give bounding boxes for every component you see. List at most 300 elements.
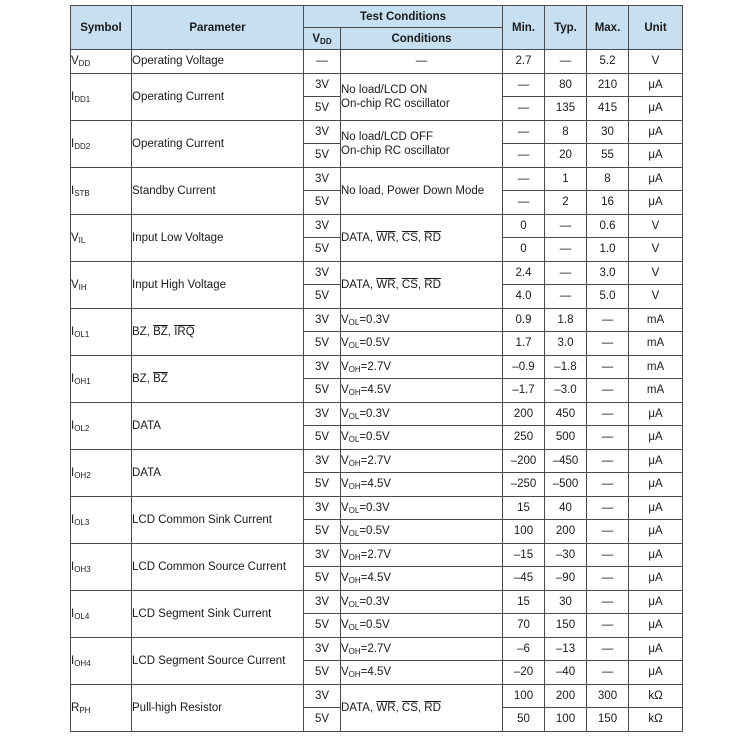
max-cell: — (587, 661, 629, 685)
vdd-cell: 3V (304, 590, 341, 614)
parameter-cell: LCD Common Sink Current (132, 496, 304, 543)
conditions-cell (341, 590, 503, 614)
min-cell: 50 (503, 708, 545, 732)
vdd-cell: 5V (304, 238, 341, 262)
symbol-cell (71, 496, 132, 543)
symbol-main: I (71, 325, 75, 338)
typ-cell: 1 (545, 167, 587, 191)
table-row (71, 167, 683, 191)
symbol-main: I (71, 560, 75, 573)
vdd-cell: 3V (304, 73, 341, 97)
signal-wr: $\overline{WR}$ (376, 278, 396, 291)
typ-cell: –13 (545, 637, 587, 661)
condition-var: V (341, 642, 349, 655)
symbol-cell (71, 167, 132, 214)
condition-var: V (341, 407, 349, 420)
typ-cell: — (545, 285, 587, 309)
condition-subscript: OL (348, 505, 360, 515)
unit-cell: V (629, 261, 683, 285)
symbol-main: V (71, 55, 79, 68)
max-cell: 0.6 (587, 214, 629, 238)
vdd-cell: 5V (304, 661, 341, 685)
typ-cell: 20 (545, 144, 587, 168)
signal-rd: $\overline{RD}$ (424, 278, 441, 291)
symbol-subscript: DD (78, 59, 91, 69)
conditions-cell (341, 355, 503, 379)
condition-var: V (341, 595, 349, 608)
unit-cell: μA (629, 567, 683, 591)
symbol-subscript: OH1 (74, 376, 91, 386)
condition-value: =0.3V (359, 407, 390, 420)
unit-cell: μA (629, 426, 683, 450)
table-row (71, 637, 683, 661)
condition-var: V (341, 666, 349, 679)
condition-var: V (341, 548, 349, 561)
typ-cell: — (545, 238, 587, 262)
vdd-cell: 5V (304, 614, 341, 638)
parameter-cell: DATA (132, 449, 304, 496)
vdd-cell: 3V (304, 496, 341, 520)
table-row (71, 50, 683, 74)
min-cell: –45 (503, 567, 545, 591)
min-cell: –15 (503, 543, 545, 567)
header-parameter: Parameter (132, 6, 304, 50)
unit-cell: μA (629, 97, 683, 121)
table-row (71, 496, 683, 520)
typ-cell: 30 (545, 590, 587, 614)
max-cell: 30 (587, 120, 629, 144)
conditions-cell (341, 167, 503, 214)
symbol-main: R (71, 701, 80, 714)
conditions-cell (341, 637, 503, 661)
typ-cell: 100 (545, 708, 587, 732)
unit-cell: V (629, 285, 683, 309)
symbol-main: I (71, 137, 75, 150)
table-row (71, 214, 683, 238)
typ-cell: 40 (545, 496, 587, 520)
typ-cell: –40 (545, 661, 587, 685)
parameter-part: $\overline{BZ}$ (153, 372, 168, 385)
condition-value: =4.5V (360, 572, 392, 585)
unit-cell: μA (629, 661, 683, 685)
vdd-cell: 3V (304, 167, 341, 191)
typ-cell: 3.0 (545, 332, 587, 356)
condition-value: =0.3V (359, 595, 390, 608)
symbol-cell (71, 50, 132, 74)
condition-var: V (341, 431, 349, 444)
unit-cell: V (629, 238, 683, 262)
vdd-cell: 5V (304, 332, 341, 356)
unit-cell: μA (629, 543, 683, 567)
table-row (71, 684, 683, 708)
table-row (71, 449, 683, 473)
max-cell: 1.0 (587, 238, 629, 262)
typ-cell: 2 (545, 191, 587, 215)
condition-subscript: OH (348, 458, 361, 468)
header-test-conditions: Test Conditions (304, 6, 503, 28)
conditions-cell (341, 379, 503, 403)
condition-value: =0.3V (359, 313, 390, 326)
max-cell: — (587, 567, 629, 591)
symbol-subscript: OH4 (74, 658, 91, 668)
vdd-cell: 3V (304, 684, 341, 708)
table-row (71, 355, 683, 379)
header-typ: Typ. (545, 6, 587, 50)
typ-cell: 1.8 (545, 308, 587, 332)
unit-cell: μA (629, 449, 683, 473)
symbol-subscript: OH3 (74, 564, 91, 574)
condition-var: V (341, 525, 349, 538)
typ-cell: — (545, 261, 587, 285)
unit-cell: μA (629, 167, 683, 191)
condition-var: V (341, 384, 349, 397)
min-cell: 200 (503, 402, 545, 426)
condition-var: V (341, 478, 349, 491)
condition-var: V (341, 337, 349, 350)
table-row (71, 120, 683, 144)
typ-cell: –30 (545, 543, 587, 567)
header-unit: Unit (629, 6, 683, 50)
symbol-subscript: OL3 (74, 517, 90, 527)
parameter-cell: LCD Segment Sink Current (132, 590, 304, 637)
conditions-cell (341, 308, 503, 332)
unit-cell: mA (629, 379, 683, 403)
typ-cell: –450 (545, 449, 587, 473)
symbol-main: V (71, 231, 79, 244)
typ-cell: — (545, 50, 587, 74)
min-cell: 0.9 (503, 308, 545, 332)
max-cell: 415 (587, 97, 629, 121)
parameter-cell: Operating Voltage (132, 50, 304, 74)
symbol-cell (71, 73, 132, 120)
symbol-main: I (71, 419, 75, 432)
symbol-main: I (71, 513, 75, 526)
condition-value: =2.7V (360, 360, 392, 373)
condition-var: V (341, 501, 349, 514)
min-cell: — (503, 73, 545, 97)
typ-cell: 80 (545, 73, 587, 97)
signal-cs: $\overline{CS}$ (401, 231, 418, 244)
min-cell: –200 (503, 449, 545, 473)
symbol-subscript: DD2 (74, 141, 91, 151)
symbol-cell (71, 684, 132, 731)
conditions-cell (341, 426, 503, 450)
conditions-cell: DATA, $\overline{WR}$, $\overline{CS}$, $\overline{RD}$ (341, 684, 503, 731)
signal-data: DATA (341, 231, 370, 244)
typ-cell: –90 (545, 567, 587, 591)
parameter-part: , (167, 325, 175, 338)
conditions-cell: DATA, $\overline{WR}$, $\overline{CS}$, $\overline{RD}$ (341, 261, 503, 308)
parameter-cell: Standby Current (132, 167, 304, 214)
condition-line: No load/LCD ON (341, 83, 428, 96)
max-cell: — (587, 332, 629, 356)
vdd-cell: 5V (304, 191, 341, 215)
condition-subscript: OL (348, 341, 360, 351)
condition-subscript: OL (348, 317, 360, 327)
parameter-part: BZ, (132, 325, 154, 338)
symbol-subscript: STB (74, 188, 90, 198)
conditions-cell (341, 543, 503, 567)
table-row (71, 543, 683, 567)
conditions-cell (341, 332, 503, 356)
condition-line: No load/LCD OFF (341, 130, 434, 143)
parameter-cell: Operating Current (132, 120, 304, 167)
condition-value: =0.5V (359, 337, 390, 350)
symbol-cell (71, 214, 132, 261)
min-cell: 2.4 (503, 261, 545, 285)
condition-subscript: OH (348, 552, 361, 562)
symbol-cell (71, 355, 132, 402)
unit-cell: μA (629, 473, 683, 497)
min-cell: 0 (503, 238, 545, 262)
symbol-subscript: OL2 (74, 423, 90, 433)
max-cell: 16 (587, 191, 629, 215)
typ-cell: 450 (545, 402, 587, 426)
condition-var: V (341, 572, 349, 585)
parameter-part: $\overline{BZ}$ (153, 325, 168, 338)
vdd-cell: 5V (304, 473, 341, 497)
max-cell: — (587, 402, 629, 426)
min-cell: 100 (503, 520, 545, 544)
table-row (71, 261, 683, 285)
table-header (71, 6, 683, 50)
symbol-cell (71, 308, 132, 355)
min-cell: — (503, 97, 545, 121)
unit-cell: μA (629, 73, 683, 97)
symbol-subscript: DD1 (74, 94, 91, 104)
condition-value: =0.5V (359, 619, 390, 632)
max-cell: — (587, 496, 629, 520)
max-cell: 5.2 (587, 50, 629, 74)
symbol-cell (71, 637, 132, 684)
symbol-cell (71, 543, 132, 590)
signal-cs: $\overline{CS}$ (401, 701, 418, 714)
condition-value: =0.5V (359, 525, 390, 538)
vdd-cell: 3V (304, 449, 341, 473)
unit-cell: μA (629, 590, 683, 614)
min-cell: 2.7 (503, 50, 545, 74)
max-cell: — (587, 379, 629, 403)
unit-cell: V (629, 214, 683, 238)
condition-value: =4.5V (360, 384, 392, 397)
condition-subscript: OH (348, 646, 361, 656)
max-cell: — (587, 426, 629, 450)
vdd-cell: 3V (304, 120, 341, 144)
parameter-cell: Pull-high Resistor (132, 684, 304, 731)
conditions-cell (341, 496, 503, 520)
electrical-characteristics-table (70, 5, 683, 732)
vdd-cell: 5V (304, 144, 341, 168)
symbol-subscript: OL1 (74, 329, 90, 339)
signal-wr: $\overline{WR}$ (376, 701, 396, 714)
min-cell: 100 (503, 684, 545, 708)
condition-value: =2.7V (360, 454, 392, 467)
signal-rd: $\overline{RD}$ (424, 701, 441, 714)
unit-cell: μA (629, 637, 683, 661)
parameter-cell: Input Low Voltage (132, 214, 304, 261)
min-cell: 0 (503, 214, 545, 238)
conditions-cell (341, 661, 503, 685)
signal-wr: $\overline{WR}$ (376, 231, 396, 244)
typ-cell: –3.0 (545, 379, 587, 403)
table-row (71, 73, 683, 97)
condition-line: On-chip RC oscillator (341, 97, 450, 110)
typ-cell: 200 (545, 520, 587, 544)
signal-data: DATA (341, 701, 370, 714)
condition-subscript: OL (348, 529, 360, 539)
header-symbol: Symbol (71, 6, 132, 50)
vdd-cell: 3V (304, 214, 341, 238)
typ-cell: 150 (545, 614, 587, 638)
conditions-cell (341, 449, 503, 473)
min-cell: — (503, 167, 545, 191)
condition-value: =4.5V (360, 478, 392, 491)
vdd-cell: — (304, 50, 341, 74)
condition-subscript: OH (348, 576, 361, 586)
parameter-cell: LCD Segment Source Current (132, 637, 304, 684)
max-cell: 3.0 (587, 261, 629, 285)
symbol-main: I (71, 654, 75, 667)
min-cell: –20 (503, 661, 545, 685)
table-row (71, 402, 683, 426)
symbol-main: I (71, 184, 75, 197)
unit-cell: mA (629, 355, 683, 379)
max-cell: — (587, 449, 629, 473)
header-vdd: $V_{DD}$ (304, 28, 341, 50)
conditions-cell (341, 73, 503, 120)
condition-subscript: OH (348, 670, 361, 680)
vdd-cell: 5V (304, 379, 341, 403)
vdd-cell: 5V (304, 97, 341, 121)
unit-cell: μA (629, 496, 683, 520)
min-cell: 1.7 (503, 332, 545, 356)
condition-subscript: OH (348, 482, 361, 492)
symbol-cell (71, 120, 132, 167)
parameter-part: $\overline{IRQ}$ (174, 325, 195, 338)
max-cell: — (587, 614, 629, 638)
min-cell: — (503, 120, 545, 144)
symbol-subscript: IH (78, 282, 87, 292)
typ-cell: 135 (545, 97, 587, 121)
max-cell: — (587, 308, 629, 332)
unit-cell: mA (629, 332, 683, 356)
max-cell: 55 (587, 144, 629, 168)
vdd-cell: 3V (304, 261, 341, 285)
header-max: Max. (587, 6, 629, 50)
conditions-cell (341, 614, 503, 638)
max-cell: 300 (587, 684, 629, 708)
parameter-cell: DATA (132, 402, 304, 449)
condition-var: V (341, 619, 349, 632)
min-cell: –1.7 (503, 379, 545, 403)
parameter-part: BZ, (132, 372, 154, 385)
vdd-cell: 3V (304, 543, 341, 567)
condition-value: =0.3V (359, 501, 390, 514)
min-cell: 15 (503, 590, 545, 614)
condition-subscript: OL (348, 623, 360, 633)
condition-var: V (341, 313, 349, 326)
max-cell: 8 (587, 167, 629, 191)
header-min: Min. (503, 6, 545, 50)
table-row (71, 308, 683, 332)
unit-cell: μA (629, 120, 683, 144)
min-cell: –0.9 (503, 355, 545, 379)
condition-line: On-chip RC oscillator (341, 144, 450, 157)
symbol-main: I (71, 607, 75, 620)
symbol-subscript: IL (78, 235, 86, 245)
unit-cell: μA (629, 191, 683, 215)
conditions-cell: — (341, 50, 503, 74)
table-row (71, 590, 683, 614)
unit-cell: kΩ (629, 684, 683, 708)
symbol-cell (71, 261, 132, 308)
symbol-cell (71, 449, 132, 496)
min-cell: 250 (503, 426, 545, 450)
condition-value: =4.5V (360, 666, 392, 679)
signal-data: DATA (341, 278, 370, 291)
unit-cell: mA (629, 308, 683, 332)
unit-cell: V (629, 50, 683, 74)
condition-value: =2.7V (360, 548, 392, 561)
parameter-cell (132, 355, 304, 402)
max-cell: — (587, 637, 629, 661)
min-cell: — (503, 191, 545, 215)
max-cell: — (587, 543, 629, 567)
max-cell: 5.0 (587, 285, 629, 309)
vdd-cell: 3V (304, 355, 341, 379)
symbol-main: V (71, 278, 79, 291)
max-cell: — (587, 473, 629, 497)
vdd-cell: 5V (304, 426, 341, 450)
condition-line: No load, Power Down Mode (341, 184, 485, 197)
typ-cell: — (545, 214, 587, 238)
condition-var: V (341, 360, 349, 373)
unit-cell: kΩ (629, 708, 683, 732)
typ-cell: 200 (545, 684, 587, 708)
condition-subscript: OL (348, 599, 360, 609)
max-cell: — (587, 520, 629, 544)
vdd-cell: 3V (304, 402, 341, 426)
max-cell: 150 (587, 708, 629, 732)
min-cell: –250 (503, 473, 545, 497)
typ-cell: –500 (545, 473, 587, 497)
symbol-subscript: OH2 (74, 470, 91, 480)
min-cell: 70 (503, 614, 545, 638)
conditions-cell (341, 473, 503, 497)
condition-value: =2.7V (360, 642, 392, 655)
symbol-subscript: OL4 (74, 611, 90, 621)
header-conditions: Conditions (341, 28, 503, 50)
condition-subscript: OL (348, 411, 360, 421)
conditions-cell (341, 120, 503, 167)
conditions-cell (341, 567, 503, 591)
symbol-cell (71, 402, 132, 449)
parameter-cell (132, 308, 304, 355)
signal-rd: $\overline{RD}$ (424, 231, 441, 244)
parameter-cell: LCD Common Source Current (132, 543, 304, 590)
typ-cell: 500 (545, 426, 587, 450)
condition-subscript: OL (348, 435, 360, 445)
condition-value: =0.5V (359, 431, 390, 444)
symbol-main: I (71, 372, 75, 385)
max-cell: — (587, 590, 629, 614)
max-cell: 210 (587, 73, 629, 97)
symbol-main: I (71, 90, 75, 103)
condition-subscript: OH (348, 388, 361, 398)
vdd-cell: 3V (304, 308, 341, 332)
signal-cs: $\overline{CS}$ (401, 278, 418, 291)
unit-cell: μA (629, 402, 683, 426)
